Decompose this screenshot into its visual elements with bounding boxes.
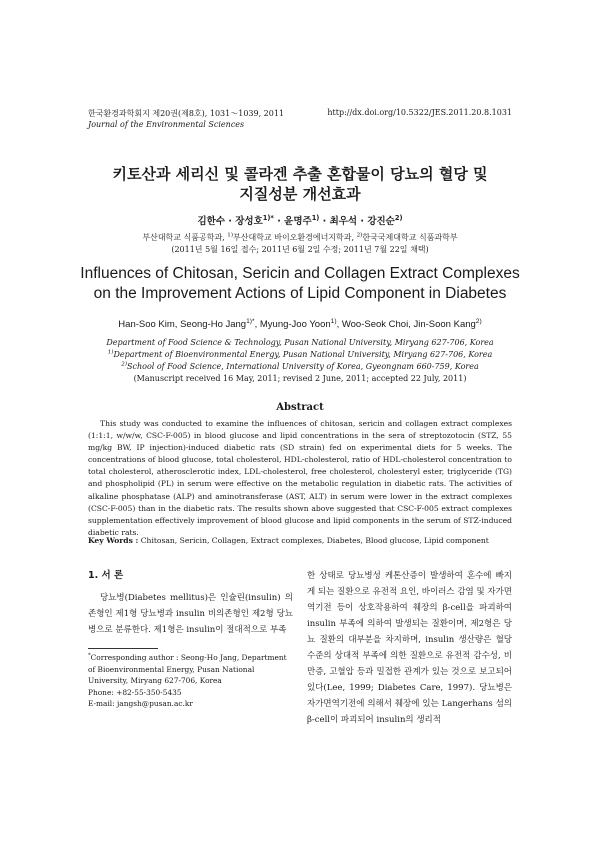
affiliation-ko-line1 — [40, 232, 560, 244]
title-ko-line2: 지질성분 개선효과 — [239, 185, 361, 203]
affiliations-ko — [40, 232, 560, 256]
intro-paragraph-left: 당뇨병(Diabetes mellitus)은 인슐린(insulin) 의존형인 제1형 당뇨병과 insulin 비의존형인 제2형 당뇨병으로 분류한다. 제1형은 insulin이 절대적으로 부족 — [88, 593, 293, 635]
body-column-left — [88, 568, 293, 638]
affiliation-ko-mark2: 2) — [356, 232, 363, 239]
footnote-author-row — [88, 652, 293, 687]
affiliation-en-3-mark: 2) — [121, 361, 128, 368]
affiliation-ko-2: 부산대학교 바이오환경에너지학과, — [233, 233, 357, 242]
affiliation-en-2: Department of Bioenvironmental Energy, Pusan National University, Miryang 627-706, Korea — [113, 350, 493, 359]
author-ko-2: · 윤명주 — [273, 216, 312, 227]
journal-header — [88, 108, 284, 130]
doi-link[interactable]: http://dx.doi.org/10.5322/JES.2011.20.8.1031 — [327, 108, 512, 117]
author-ko-2-mark: 1) — [311, 213, 320, 222]
author-en-2: , Myung-Joo Yoon — [254, 319, 331, 330]
authors-ko — [60, 213, 540, 227]
footnote-email[interactable]: E-mail: jangsh@pusan.ac.kr — [88, 699, 193, 708]
author-en-2-mark: 1) — [330, 317, 337, 325]
manuscript-dates-en: (Manuscript received 16 May, 2011; revised 2 June, 2011; accepted 22 July, 2011) — [133, 374, 467, 383]
affiliation-ko-mark1: 1) — [227, 232, 234, 239]
keywords — [88, 536, 512, 545]
keywords-label: Key Words : — [88, 536, 139, 545]
affiliation-en-3-row — [40, 361, 560, 373]
keywords-text: Chitosan, Sericin, Collagen, Extract complexes, Diabetes, Blood glucose, Lipid component — [138, 536, 489, 545]
title-en-line2: on the Improvement Actions of Lipid Component in Diabetes — [93, 285, 507, 302]
title-ko-line1: 키토산과 세리신 및 콜라겐 추출 혼합물이 당뇨의 혈당 및 — [112, 165, 488, 183]
paper-title-en — [40, 264, 560, 304]
paper-title-ko — [60, 164, 540, 204]
author-en-3-mark: 2) — [475, 317, 482, 325]
affiliation-en-2-row — [40, 349, 560, 361]
footnote-phone: Phone: +82-55-350-5435 — [88, 687, 182, 697]
footnote-author: Corresponding author : Seong-Ho Jang, Department of Bioenvironmental Energy, Pusan National University, Miryang 627-706, Korea — [88, 653, 287, 685]
affiliation-ko-3: 한국국제대학교 식품과학부 — [362, 233, 458, 242]
section-heading-introduction: 1. 서 론 — [88, 570, 124, 581]
title-en-line1: Influences of Chitosan, Sericin and Collagen Extract Complexes — [80, 265, 520, 282]
journal-name-en: Journal of the Environmental Sciences — [88, 120, 245, 129]
corresponding-author-footnote — [88, 652, 293, 710]
affiliation-en-2-mark: 1) — [107, 349, 114, 356]
author-ko-3-mark: 2) — [394, 213, 403, 222]
author-en-1: Han-Soo Kim, Seong-Ho Jang — [118, 319, 247, 330]
abstract-body: This study was conducted to examine the influences of chitosan, sericin and collagen extract complexes (1:1:1, w/w/w, CSC-F-005) in blood glucose and lipid concentrations in the sera of streptozotocin (STZ, 55 mg/kg BW, IP injection)-induced diabetic rats (SD strain) fed on experimental diets for 5 weeks. The concentrations of blood glucose, total cholesterol, HDL-cholesterol, ratio of HDL-cholesterol concentration to total cholesterol, atherosclerotic index, LDL-cholesterol, free cholesterol, cholesteryl ester, triglyceride (TG) and phospholipid (PL) in serum were effective on the metabolic regulation in diabetic rats. The activities of alkaline phosphatase (ALP) and aminotransferase (AST, ALT) in serum were lower in the extract complexes (CSC-F-005) than in the diabetic rats. The results shown above suggested that CSC-F-005 extract complexes supplementation effectively improvement of blood glucose and lipid components in the serum of STZ-induced diabetic rats. — [88, 419, 512, 537]
body-column-right — [307, 568, 512, 728]
affiliations-en — [40, 337, 560, 385]
author-ko-1: 김한수 · 장성호 — [197, 216, 263, 227]
affiliation-ko-1: 부산대학교 식품공학과, — [142, 233, 228, 242]
abstract-heading: Abstract — [276, 402, 324, 413]
affiliation-en-3: School of Food Science, International University of Korea, Gyeongnam 660-759, Korea — [127, 362, 479, 371]
journal-citation-ko: 한국환경과학회지 제20권(제8호), 1031～1039, 2011 — [88, 109, 285, 118]
intro-paragraph-right: 한 상태로 당뇨병성 케톤산증이 발생하여 혼수에 빠지게 되는 질환으로 유전적 요인, 바이러스 감염 및 자가면역기전 등이 상호작용하여 췌장의 β-cell을 파괴하여 insulin 부족에 의하여 발생되는 질환이며, 제2형은 당뇨 질환의 대부분을 차지하며, insulin 생산량은 혈당 수준의 상대적 부족에 의한 질환으로 유전적 감수성, 비만증, 고혈압 등과 밀접한 관계가 있는 것으로 보고되어 있다(Lee, 1999; Diabetes Care, 1997). 당뇨병은 자가면역기전에 의해서 췌장에 있는 Langerhans 섬의 β-cell이 파괴되어 insulin의 생리적 — [307, 571, 512, 725]
authors-en — [40, 319, 560, 330]
footnote-divider — [88, 648, 158, 649]
affiliation-en-1: Department of Food Science & Technology, Pusan National University, Miryang 627-706, Korea — [106, 338, 494, 347]
author-en-1-mark: 1)* — [246, 317, 255, 325]
author-ko-1-mark: 1)* — [262, 213, 274, 222]
author-ko-3: · 최우석 · 강진순 — [319, 216, 395, 227]
footnote-mark: * — [88, 652, 91, 659]
received-dates-ko: (2011년 5월 16일 접수; 2011년 6월 2일 수정; 2011년 7월 22일 채택) — [171, 245, 429, 254]
author-en-3: , Woo-Seok Choi, Jin-Soon Kang — [336, 319, 476, 330]
